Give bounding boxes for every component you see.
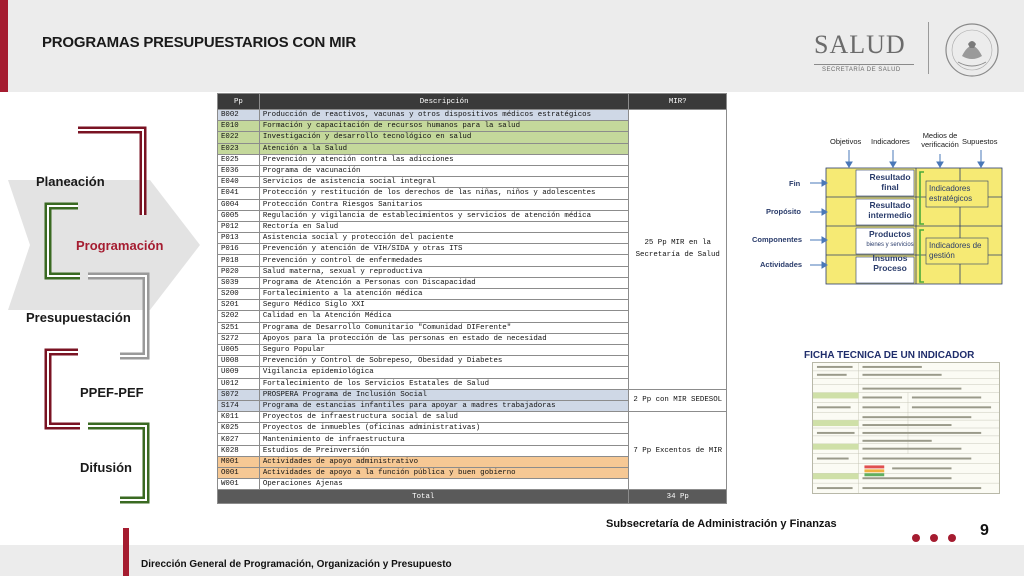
cell-pp: K011 [218,412,260,423]
header-accent [0,0,8,92]
cell-descripcion: Prevención y atención de VIH/SIDA y otras ITS [259,244,629,255]
subsecretaria-label: Subsecretaría de Administración y Finanzas [606,518,837,530]
total-value: 34 Pp [629,490,727,504]
flow-step-programacion: Programación [76,238,164,253]
mir-col-medios: Medios de verificación [921,131,959,149]
flow-step-difusion: Difusión [80,460,132,475]
cell-descripcion: Proyectos de inmuebles (oficinas administrativas) [259,423,629,434]
mir-box-productos-sub: bienes y servicios [866,242,914,248]
cell-descripcion: Programa de Desarrollo Comunitario "Comunidad DIFerente" [259,322,629,333]
cell-pp: S174 [218,400,260,411]
cell-descripcion: Calidad en la Atención Médica [259,311,629,322]
mir-row-componentes: Componentes [752,235,803,244]
cell-descripcion: PROSPERA Programa de Inclusión Social [259,389,629,400]
cell-pp: S251 [218,322,260,333]
cell-pp: S200 [218,289,260,300]
cell-pp: P016 [218,244,260,255]
footer-accent [123,528,129,576]
cell-descripcion: Asistencia social y protección del paciente [259,233,629,244]
cell-pp: E022 [218,132,260,143]
mir-col-objetivos: Objetivos [830,137,862,146]
cell-descripcion: Estudios de Preinversión [259,445,629,456]
mir-col-indicadores: Indicadores [871,137,910,146]
cell-pp: U005 [218,344,260,355]
cell-pp: O001 [218,468,260,479]
page-number: 9 [980,522,989,539]
mir-box-resultado-intermedio: Resultado intermedio [868,200,912,220]
cell-pp: P012 [218,221,260,232]
cell-pp: E023 [218,143,260,154]
cell-pp: E025 [218,154,260,165]
table-header-row [218,94,727,110]
cell-pp: P013 [218,233,260,244]
cell-descripcion: Investigación y desarrollo tecnológico en salud [259,132,629,143]
table-row [218,389,727,400]
cell-descripcion: Regulación y vigilancia de establecimientos y servicios de atención médica [259,210,629,221]
cell-descripcion: Mantenimiento de infraestructura [259,434,629,445]
cell-pp: U009 [218,367,260,378]
cell-descripcion: Prevención y atención contra las adicciones [259,154,629,165]
mir-row-fin: Fin [789,179,801,188]
cell-descripcion: Seguro Médico Siglo XXI [259,300,629,311]
cell-pp: S072 [218,389,260,400]
cell-mir-group: 2 Pp con MIR SEDESOL [629,389,727,411]
salud-logo-subtitle: SECRETARÍA DE SALUD [822,67,901,73]
mir-box-resultado-final: Resultado final [869,172,911,192]
ficha-tecnica-title: FICHA TECNICA DE UN INDICADOR [804,350,975,361]
cell-pp: W001 [218,479,260,490]
cell-descripcion: Formación y capacitación de recursos humanos para la salud [259,121,629,132]
cell-mir-group: 7 Pp Excentos de MIR [629,412,727,490]
cell-descripcion: Programa de vacunación [259,165,629,176]
cell-descripcion: Servicios de asistencia social integral [259,177,629,188]
cell-pp: E010 [218,121,260,132]
cell-descripcion: Programa de estancias infantiles para apoyar a madres trabajadoras [259,400,629,411]
cell-descripcion: Vigilancia epidemiológica [259,367,629,378]
mir-label-estrategicos: Indicadores estratégicos [929,184,973,203]
cell-pp: S272 [218,333,260,344]
total-label: Total [218,490,629,504]
mir-row-actividades: Actividades [760,260,803,269]
logo-divider [928,22,929,74]
table-total-row [218,490,727,504]
cell-descripcion: Prevención y control de enfermedades [259,255,629,266]
cell-pp: S039 [218,277,260,288]
cell-descripcion: Actividades de apoyo administrativo [259,456,629,467]
footer-direccion: Dirección General de Programación, Organización y Presupuesto [141,559,452,570]
mir-box-productos: Productos [868,229,912,239]
cell-descripcion: Salud materna, sexual y reproductiva [259,266,629,277]
cell-pp: S201 [218,300,260,311]
cell-pp: K025 [218,423,260,434]
cell-pp: U008 [218,356,260,367]
cell-descripcion: Protección Contra Riesgos Sanitarios [259,199,629,210]
cell-descripcion: Apoyos para la protección de las personas en estado de necesidad [259,333,629,344]
flow-step-ppef-pef: PPEF-PEF [80,385,144,400]
ficha-tecnica-form-image [812,362,1000,494]
cell-pp: P020 [218,266,260,277]
column-header-mir: MIR? [629,94,727,110]
salud-logo [810,30,920,78]
cell-descripcion: Fortalecimiento a la atención médica [259,289,629,300]
cell-pp: S202 [218,311,260,322]
cell-pp: E036 [218,165,260,176]
salud-logo-word: SALUD [814,30,906,59]
cell-pp: G005 [218,210,260,221]
flow-step-planeacion: Planeación [36,174,105,189]
cell-pp: P018 [218,255,260,266]
cell-pp: E040 [218,177,260,188]
cell-descripcion: Atención a la Salud [259,143,629,154]
mir-row-proposito: Propósito [766,207,801,216]
table-row [218,110,727,121]
mexico-seal-icon [944,22,1000,78]
mir-col-supuestos: Supuestos [962,137,998,146]
page-title: PROGRAMAS PRESUPUESTARIOS CON MIR [42,34,356,51]
cell-descripcion: Prevención y Control de Sobrepeso, Obesidad y Diabetes [259,356,629,367]
cell-pp: U012 [218,378,260,389]
cell-descripcion: Producción de reactivos, vacunas y otros dispositivos médicos estratégicos [259,110,629,121]
cell-mir-group: 25 Pp MIR en la Secretaría de Salud [629,110,727,390]
mir-box-insumos: Insumos Proceso [872,253,908,273]
mir-label-gestion: Indicadores de gestión [929,241,982,260]
cell-descripcion: Operaciones Ajenas [259,479,629,490]
programs-table [217,93,727,504]
cell-descripcion: Programa de Atención a Personas con Discapacidad [259,277,629,288]
cell-descripcion: Protección y restitución de los derechos de las niñas, niños y adolescentes [259,188,629,199]
cell-descripcion: Seguro Popular [259,344,629,355]
column-header-descripcion: Descripción [259,94,629,110]
cell-pp: E041 [218,188,260,199]
cell-descripcion: Actividades de apoyo a la función pública y buen gobierno [259,468,629,479]
cell-pp: M001 [218,456,260,467]
cell-descripcion: Proyectos de infraestructura social de salud [259,412,629,423]
cell-pp: K027 [218,434,260,445]
cell-descripcion: Rectoría en Salud [259,221,629,232]
cell-pp: G004 [218,199,260,210]
column-header-pp: Pp [218,94,260,110]
table-row [218,412,727,423]
cell-pp: B002 [218,110,260,121]
cell-descripcion: Fortalecimiento de los Servicios Estatales de Salud [259,378,629,389]
flow-step-presupuestacion: Presupuestación [26,310,131,325]
cell-pp: K028 [218,445,260,456]
